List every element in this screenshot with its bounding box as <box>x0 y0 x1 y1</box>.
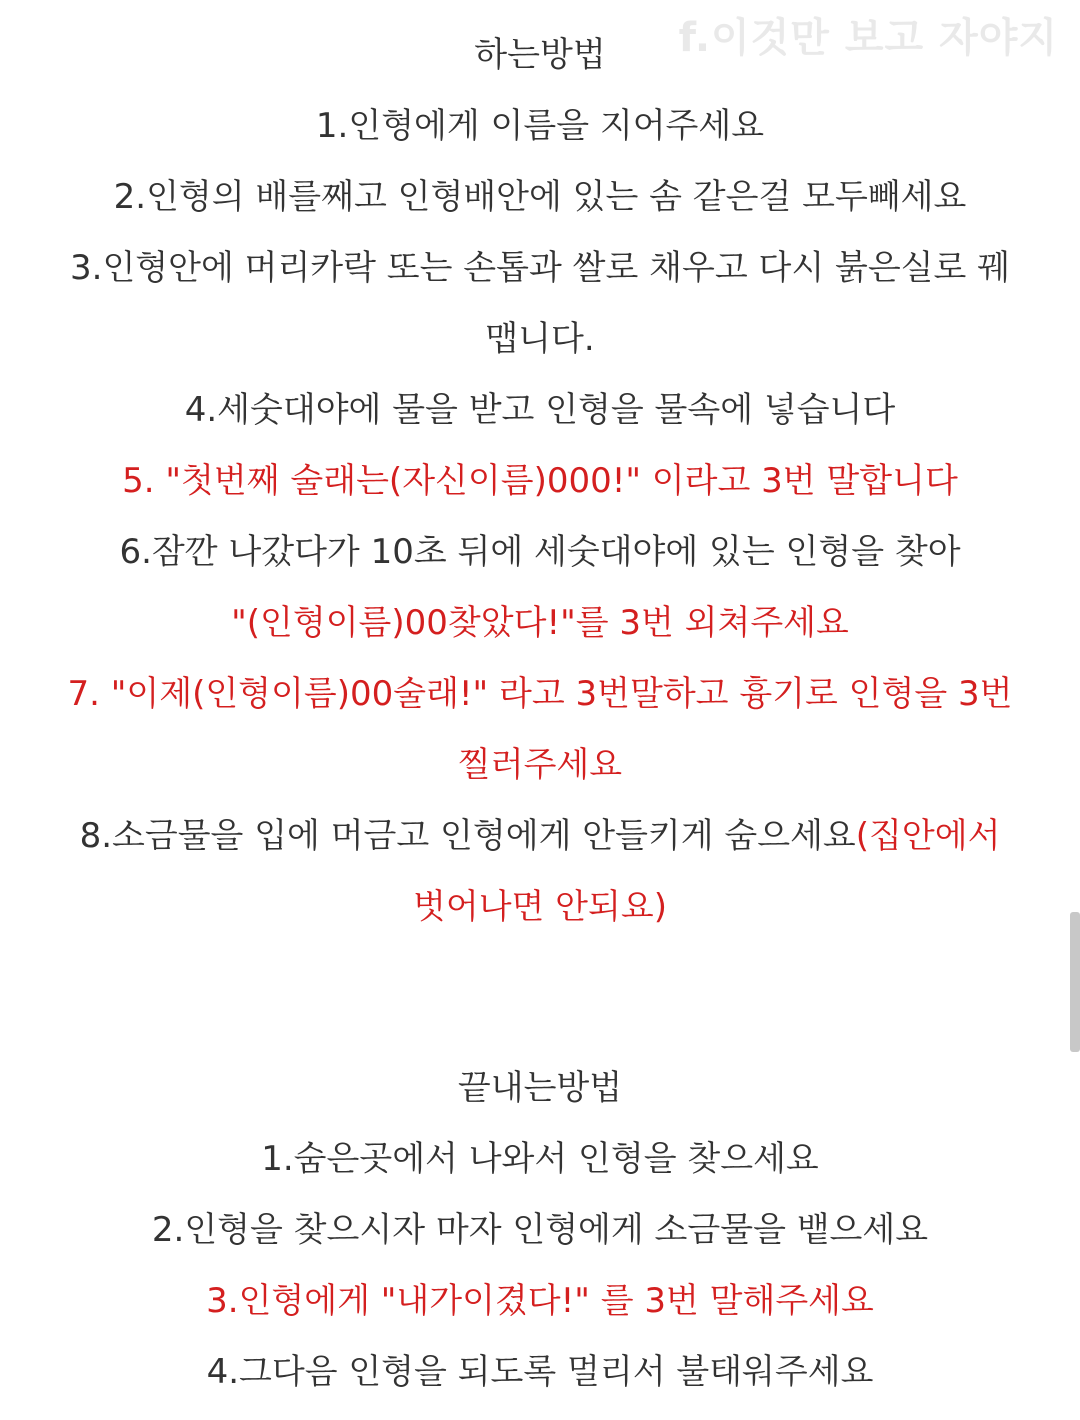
howto-step-4: 4.세숫대야에 물을 받고 인형을 물속에 넣습니다 <box>184 390 896 430</box>
section-gap <box>30 943 1050 1053</box>
howto-step-6-line-1: 6.잠깐 나갔다가 10초 뒤에 세숫대야에 있는 인형을 찾아 <box>119 532 961 572</box>
howto-step-2: 2.인형의 배를째고 인형배안에 있는 솜 같은걸 모두빼세요 <box>113 177 967 217</box>
watermark-text: f.이것만 보고 자야지 <box>678 15 1058 61</box>
howto-title: 하는방법 <box>474 35 606 75</box>
howto-step-8-line-1 <box>30 801 1050 872</box>
howto-step-1: 1.인형에게 이름을 지어주세요 <box>315 106 765 146</box>
howto-step-8-line-2: 벗어나면 안되요) <box>413 887 667 927</box>
end-step-2: 2.인형을 찾으시자 마자 인형에게 소금물을 뱉으세요 <box>151 1210 929 1250</box>
howto-step-5: 5. "첫번째 술래는(자신이름)000!" 이라고 3번 말합니다 <box>122 461 958 501</box>
end-title: 끝내는방법 <box>457 1068 623 1108</box>
howto-step-3-line-1: 3.인형안에 머리카락 또는 손톱과 쌀로 채우고 다시 붉은실로 꿰 <box>70 248 1010 288</box>
howto-step-3-line-2: 맵니다. <box>485 319 595 359</box>
end-step-1: 1.숨은곳에서 나와서 인형을 찾으세요 <box>261 1139 819 1179</box>
howto-step-8-text: 8.소금물을 입에 머금고 인형에게 안들키게 숨으세요 <box>79 816 856 856</box>
post-content <box>30 20 1050 1408</box>
howto-step-7-line-2: 찔러주세요 <box>457 745 623 785</box>
end-step-4: 4.그다음 인형을 되도록 멀리서 불태워주세요 <box>206 1352 874 1392</box>
scrollbar-thumb[interactable] <box>1070 912 1080 1052</box>
howto-step-6-line-2: "(인형이름)00찾았다!"를 3번 외쳐주세요 <box>231 603 849 643</box>
end-step-3: 3.인형에게 "내가이겼다!" 를 3번 말해주세요 <box>206 1281 874 1321</box>
howto-step-8-warning: (집안에서 <box>855 816 1001 856</box>
howto-step-7-line-1: 7. "이제(인형이름)00술래!" 라고 3번말하고 흉기로 인형을 3번 <box>67 674 1013 714</box>
